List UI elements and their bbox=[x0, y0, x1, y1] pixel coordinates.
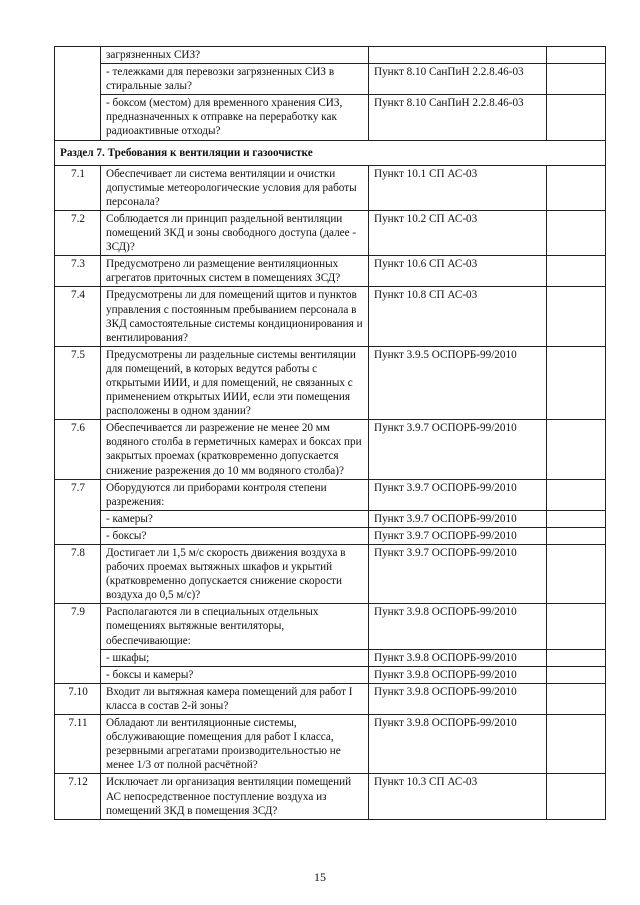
table-row bbox=[55, 165, 606, 210]
mark-cell bbox=[547, 774, 606, 819]
question-cell: Входит ли вытяжная камера помещений для работ I класса в состав 2-й зоны? bbox=[101, 683, 369, 714]
table-row bbox=[55, 527, 606, 544]
mark-cell bbox=[547, 47, 606, 64]
item-number: 7.5 bbox=[55, 346, 101, 419]
checklist-body bbox=[55, 47, 606, 820]
reference-cell: Пункт 10.8 СП АС-03 bbox=[369, 287, 547, 346]
item-number: 7.12 bbox=[55, 774, 101, 819]
mark-cell bbox=[547, 510, 606, 527]
reference-cell: Пункт 8.10 СанПиН 2.2.8.46-03 bbox=[369, 95, 547, 140]
question-cell: - камеры? bbox=[101, 510, 369, 527]
mark-cell bbox=[547, 666, 606, 683]
reference-cell: Пункт 10.6 СП АС-03 bbox=[369, 256, 547, 287]
item-number: 7.1 bbox=[55, 165, 101, 210]
page-number: 15 bbox=[314, 870, 326, 884]
table-row bbox=[55, 47, 606, 64]
question-cell: - боксом (местом) для временного хранения СИЗ, предназначенных к отправке на переработку как радиоактивные отходы? bbox=[101, 95, 369, 140]
question-cell: - тележками для перевозки загрязненных СИЗ в стиральные залы? bbox=[101, 64, 369, 95]
reference-cell bbox=[369, 47, 547, 64]
question-cell: Обеспечивает ли система вентиляции и очистки допустимые метеорологические условия для работы персонала? bbox=[101, 165, 369, 210]
table-row bbox=[55, 95, 606, 140]
checklist-table bbox=[54, 46, 606, 820]
reference-cell: Пункт 3.9.7 ОСПОРБ-99/2010 bbox=[369, 420, 547, 479]
mark-cell bbox=[547, 545, 606, 604]
item-number: 7.10 bbox=[55, 683, 101, 714]
question-cell: Исключает ли организация вентиляции помещений АС непосредственное поступление воздуха из помещений ЗКД в помещения ЗСД? bbox=[101, 774, 369, 819]
section-row bbox=[55, 140, 606, 165]
mark-cell bbox=[547, 683, 606, 714]
question-cell: Достигает ли 1,5 м/с скорость движения воздуха в рабочих проемах вытяжных шкафов и укрытий (кратковременно допускается снижение скорости воздуха до 0,5 м/с)? bbox=[101, 545, 369, 604]
section-title: Раздел 7. Требования к вентиляции и газоочистке bbox=[55, 140, 606, 165]
item-number: 7.6 bbox=[55, 420, 101, 479]
mark-cell bbox=[547, 287, 606, 346]
reference-cell: Пункт 3.9.8 ОСПОРБ-99/2010 bbox=[369, 649, 547, 666]
question-cell: Располагаются ли в специальных отдельных помещениях вытяжные вентиляторы, обеспечивающие: bbox=[101, 604, 369, 649]
reference-cell: Пункт 3.9.7 ОСПОРБ-99/2010 bbox=[369, 527, 547, 544]
reference-cell: Пункт 10.2 СП АС-03 bbox=[369, 210, 547, 255]
table-row bbox=[55, 715, 606, 774]
table-row bbox=[55, 346, 606, 419]
mark-cell bbox=[547, 604, 606, 649]
mark-cell bbox=[547, 210, 606, 255]
mark-cell bbox=[547, 346, 606, 419]
reference-cell: Пункт 3.9.5 ОСПОРБ-99/2010 bbox=[369, 346, 547, 419]
question-cell: Обладают ли вентиляционные системы, обслуживающие помещения для работ I класса, резервными агрегатами производительностью не менее 1/3 от полной расчётной? bbox=[101, 715, 369, 774]
mark-cell bbox=[547, 479, 606, 510]
reference-cell: Пункт 8.10 СанПиН 2.2.8.46-03 bbox=[369, 64, 547, 95]
question-cell: Предусмотрено ли размещение вентиляционных агрегатов приточных систем в помещениях ЗСД? bbox=[101, 256, 369, 287]
table-row bbox=[55, 683, 606, 714]
item-number: 7.4 bbox=[55, 287, 101, 346]
mark-cell bbox=[547, 527, 606, 544]
item-number: 7.11 bbox=[55, 715, 101, 774]
reference-cell: Пункт 3.9.7 ОСПОРБ-99/2010 bbox=[369, 545, 547, 604]
question-cell: - шкафы; bbox=[101, 649, 369, 666]
question-cell: Предусмотрены ли для помещений щитов и пунктов управления с постоянным пребыванием персонала в ЗКД самостоятельные системы кондиционирования и вентилирования? bbox=[101, 287, 369, 346]
table-row bbox=[55, 604, 606, 649]
mark-cell bbox=[547, 715, 606, 774]
mark-cell bbox=[547, 64, 606, 95]
reference-cell: Пункт 3.9.8 ОСПОРБ-99/2010 bbox=[369, 715, 547, 774]
table-row bbox=[55, 666, 606, 683]
reference-cell: Пункт 3.9.8 ОСПОРБ-99/2010 bbox=[369, 666, 547, 683]
item-number-cell bbox=[55, 47, 101, 141]
mark-cell bbox=[547, 420, 606, 479]
question-cell: загрязненных СИЗ? bbox=[101, 47, 369, 64]
reference-cell: Пункт 10.3 СП АС-03 bbox=[369, 774, 547, 819]
table-row bbox=[55, 64, 606, 95]
item-number: 7.9 bbox=[55, 604, 101, 683]
reference-cell: Пункт 3.9.7 ОСПОРБ-99/2010 bbox=[369, 479, 547, 510]
table-row bbox=[55, 510, 606, 527]
table-row bbox=[55, 210, 606, 255]
table-row bbox=[55, 287, 606, 346]
question-cell: Оборудуются ли приборами контроля степени разрежения: bbox=[101, 479, 369, 510]
mark-cell bbox=[547, 95, 606, 140]
reference-cell: Пункт 3.9.7 ОСПОРБ-99/2010 bbox=[369, 510, 547, 527]
question-cell: Обеспечивается ли разрежение не менее 20 мм водяного столба в герметичных камерах и боксах при закрытых проемах (кратковременно допускается снижение разрежения до 10 мм водяного столба)? bbox=[101, 420, 369, 479]
mark-cell bbox=[547, 165, 606, 210]
item-number: 7.7 bbox=[55, 479, 101, 544]
table-row bbox=[55, 479, 606, 510]
item-number: 7.3 bbox=[55, 256, 101, 287]
question-cell: - боксы? bbox=[101, 527, 369, 544]
mark-cell bbox=[547, 649, 606, 666]
reference-cell: Пункт 10.1 СП АС-03 bbox=[369, 165, 547, 210]
reference-cell: Пункт 3.9.8 ОСПОРБ-99/2010 bbox=[369, 683, 547, 714]
item-number: 7.2 bbox=[55, 210, 101, 255]
table-row bbox=[55, 649, 606, 666]
question-cell: Предусмотрены ли раздельные системы вентиляции для помещений, в которых ведутся работы с открытыми ИИИ, и для помещений, не связанных с применением открытых ИИИ, если эти помещения расположены в одном здании? bbox=[101, 346, 369, 419]
mark-cell bbox=[547, 256, 606, 287]
table-row bbox=[55, 545, 606, 604]
table-row bbox=[55, 256, 606, 287]
reference-cell: Пункт 3.9.8 ОСПОРБ-99/2010 bbox=[369, 604, 547, 649]
item-number: 7.8 bbox=[55, 545, 101, 604]
question-cell: Соблюдается ли принцип раздельной вентиляции помещений ЗКД и зоны свободного доступа (далее - ЗСД)? bbox=[101, 210, 369, 255]
question-cell: - боксы и камеры? bbox=[101, 666, 369, 683]
table-row bbox=[55, 774, 606, 819]
table-row bbox=[55, 420, 606, 479]
